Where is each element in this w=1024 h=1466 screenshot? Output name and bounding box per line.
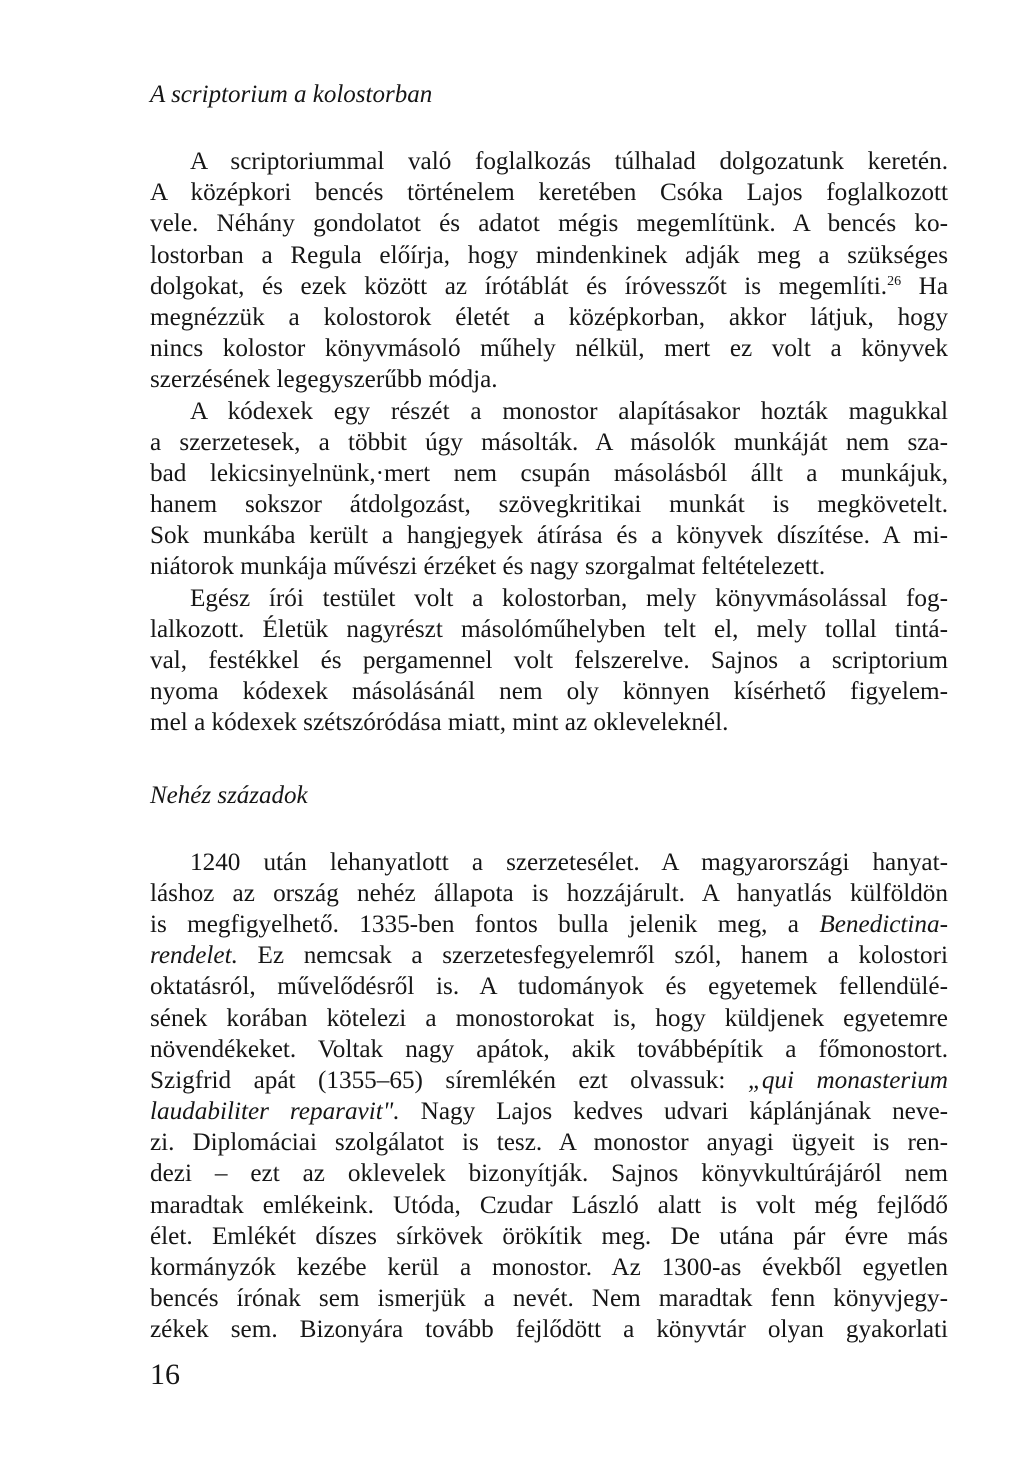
text-line: niátorok munkája művészi érzéket és nagy szorgalmat feltételezett. (150, 553, 826, 581)
text-line: zékek sem. Bizonyára tovább fejlődött a könyvtár olyan gyakorlati (150, 1316, 948, 1344)
text-line: lostorban a Regula előírja, hogy mindenkinek adják meg a szükséges (150, 241, 948, 269)
text-segment: is megfigyelhető. 1335-ben fontos bulla jelenik meg, a (150, 910, 799, 938)
text-line: 1240 után lehanyatlott a szerzetesélet. A magyarországi hanyat- (190, 848, 948, 876)
text-line: megnézzük a kolostorok életét a középkorban, akkor látjuk, hogy (150, 303, 948, 331)
latin-quote: „qui monasterium (747, 1066, 948, 1094)
italic-title: Benedictina- (819, 910, 949, 938)
paragraph-1 (150, 146, 948, 396)
text-line: maradtak emlékeink. Utóda, Czudar László alatt is volt még fejlődő (150, 1191, 948, 1219)
text-segment: Nagy Lajos kedves udvari káplánjának neve- (420, 1098, 949, 1126)
text-line: lalkozott. Életük nagyrészt másolóműhelyben telt el, mely tollal tintá- (150, 615, 948, 643)
text-line: élet. Emlékét díszes sírkövek örökítik meg. De utána pár évre más (150, 1222, 948, 1250)
text-line (150, 1065, 948, 1096)
text-line: láshoz az ország nehéz állapota is hozzájárult. A hanyatlás külföldön (150, 879, 948, 907)
text-line: kormányzók kezébe kerül a monostor. Az 1300-as évekből egyetlen (150, 1254, 948, 1281)
text-line: szerzésének legegyszerűbb módja. (150, 366, 498, 394)
text-line: A középkori bencés történelem keretében Csóka Lajos foglalkozott (150, 179, 948, 207)
text-line (150, 909, 948, 940)
text-line: bad lekicsinyelnünk,·mert nem csupán másolásból állt a munkájuk, (150, 459, 948, 487)
section-title-hard-centuries: Nehéz századok (150, 781, 308, 809)
text-line: A scriptoriummal való foglalkozás túlhalad dolgozatunk keretén. (190, 148, 948, 175)
text-line: zi. Diplomáciai szolgálatot is tesz. A monostor anyagi ügyeit is ren- (150, 1129, 948, 1157)
text-line: mel a kódexek szétszóródása miatt, mint az okleveleknél. (150, 709, 729, 737)
paragraph-4 (150, 847, 948, 1346)
text-line: oktatásról, művelődésről is. A tudományok és egyetemek fellendülé- (150, 973, 948, 1001)
text-line: hanem sokszor átdolgozást, szövegkritikai munkát is megkövetelt. (150, 491, 948, 519)
section-title-scriptorium: A scriptorium a kolostorban (150, 81, 433, 108)
text-line: val, festékkel és pergamennel volt felszerelve. Sajnos a scriptorium (150, 647, 948, 674)
text-line: a szerzetesek, a többit úgy másolták. A másolók munkáját nem sza- (150, 428, 948, 456)
text-line (150, 1096, 948, 1127)
paragraph-3 (150, 583, 948, 739)
text-line: nincs kolostor könyvmásoló műhely nélkül, mert ez volt a könyvek (150, 335, 948, 363)
text-segment: Szigfrid apát (1355–65) síremlékén ezt olvassuk: (150, 1066, 726, 1094)
text-line (150, 940, 948, 971)
text-line (150, 271, 948, 302)
footnote-marker: 26 (887, 273, 902, 289)
text-line: növendékeket. Voltak nagy apátok, akik továbbépítik a főmonostort. (150, 1035, 948, 1063)
text-segment: Ez nemcsak a szerzetesfegyelemről szól, hanem a kolostori (257, 942, 949, 970)
latin-quote: laudabiliter reparavit". (150, 1098, 400, 1126)
text-line: bencés írónak sem ismerjük a nevét. Nem maradtak fenn könyvjegy- (150, 1285, 948, 1313)
page-body (150, 68, 948, 1346)
text-segment: Ha (918, 272, 949, 300)
text-line: dezi – ezt az oklevelek bizonyítják. Sajnos könyvkultúrájáról nem (150, 1160, 948, 1188)
text-line: nyoma kódexek másolásánál nem oly könnyen kísérhető figyelem- (150, 678, 948, 706)
paragraph-2 (150, 396, 948, 583)
page-number: 16 (150, 1358, 180, 1391)
text-line: A kódexek egy részét a monostor alapításakor hozták magukkal (190, 397, 948, 425)
text-line: Sok munkába került a hangjegyek átírása és a könyvek díszítése. A mi- (150, 522, 948, 550)
text-line: Egész írói testület volt a kolostorban, mely könyvmásolással fog- (190, 584, 948, 612)
text-segment: dolgokat, és ezek között az írótáblát és íróvesszőt is megemlíti. (150, 272, 888, 300)
text-line: sének korában kötelezi a monostorokat is, hogy küldjenek egyetemre (150, 1004, 948, 1032)
italic-title: rendelet. (150, 942, 238, 970)
text-line: vele. Néhány gondolatot és adatot mégis megemlítünk. A bencés ko- (150, 210, 948, 238)
